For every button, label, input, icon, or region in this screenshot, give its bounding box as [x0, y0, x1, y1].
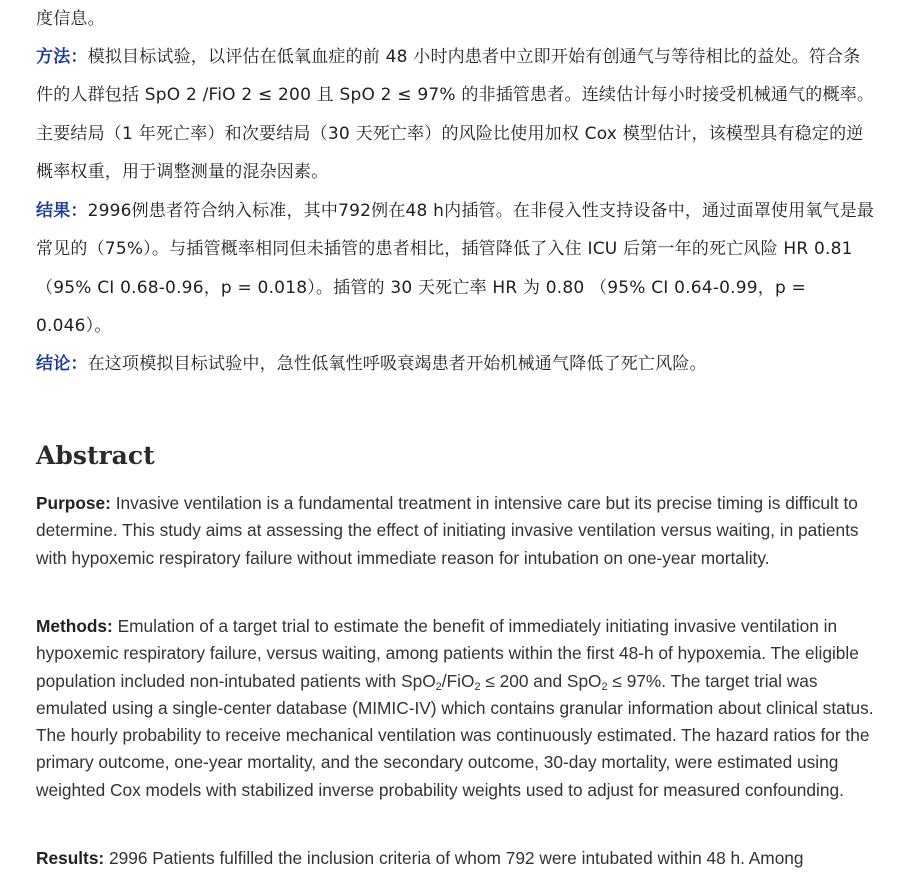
chinese-conclusion-paragraph — [36, 345, 876, 383]
abstract-heading: Abstract — [36, 441, 155, 470]
chinese-results-label: 结果： — [36, 201, 88, 221]
methods-subscript-c: 2 — [601, 680, 608, 693]
methods-text-1: Emulation of a target trial to estimate the benefit of immediately initiating invasive ventilation in hypoxemic respiratory failure, versus waiting, among patients within the first 48-h of hypoxemia. The eligible population included non-intubated patients with SpO — [36, 616, 859, 691]
methods-text-2: /FiO — [441, 670, 475, 691]
chinese-results-paragraph — [36, 192, 876, 345]
methods-subscript-b: 2 — [474, 680, 481, 693]
purpose-label: Purpose: — [36, 493, 111, 513]
chinese-intro-tail: 度信息。 — [36, 9, 105, 29]
results-label: Results: — [36, 848, 105, 868]
methods-text-3: ≤ 200 and SpO — [480, 670, 602, 691]
results-text: 2996 Patients fulfilled the inclusion criteria of whom 792 were intubated within 48 h. Among — [104, 848, 804, 868]
methods-subscript-a: 2 — [435, 680, 442, 693]
chinese-conclusion-text: 在这项模拟目标试验中，急性低氧性呼吸衰竭患者开始机械通气降低了死亡风险。 — [87, 354, 707, 374]
methods-text-4: ≤ 97%. The target trial was emulated using a single-center database (MIMIC-IV) which contains granular information about clinical status. The hourly probability to receive mechanical ventilation was continuously estimated. The hazard ratios for the primary outcome, one-year mortality, and the secondary outcome, 30-day mortality, were estimated using weighted Cox models with stabilized inverse probability weights used to adjust for measured confounding. — [36, 670, 874, 800]
methods-label: Methods: — [36, 616, 113, 636]
chinese-methods-text: 模拟目标试验，以评估在低氧血症的前 48 小时内患者中立即开始有创通气与等待相比的益处。符合条件的人群包括 SpO 2 /FiO 2 ≤ 200 且 SpO 2 ≤ 97% 的非插管患者。连续估计每小时接受机械通气的概率。主要结局（1 年死亡率）和次要结局（30 天死亡率）的风险比使用加权 Cox 模型估计，该模型具有稳定的逆概率权重，用于调整测量的混杂因素。 — [36, 47, 875, 182]
methods-paragraph — [36, 613, 876, 804]
results-paragraph — [36, 845, 876, 872]
purpose-text: Invasive ventilation is a fundamental treatment in intensive care but its precise timing is difficult to determine. This study aims at assessing the effect of initiating invasive ventilation versus waiting, in patients with hypoxemic respiratory failure without immediate reason for intubation on one-year mortality. — [36, 493, 859, 568]
purpose-paragraph — [36, 490, 876, 572]
chinese-methods-label: 方法： — [36, 47, 88, 67]
chinese-results-text: 2996例患者符合纳入标准，其中792例在48 h内插管。在非侵入性支持设备中，通过面罩使用氧气是最常见的（75%）。与插管概率相同但未插管的患者相比，插管降低了入住 ICU 后第一年的死亡风险 HR 0.81 （95% CI 0.68-0.96，p = 0.018）。插管的 30 天死亡率 HR 为 0.80 （95% CI 0.64-0.99，p = 0.046）。 — [36, 201, 875, 336]
chinese-methods-paragraph — [36, 38, 876, 191]
chinese-conclusion-label: 结论： — [36, 354, 88, 374]
